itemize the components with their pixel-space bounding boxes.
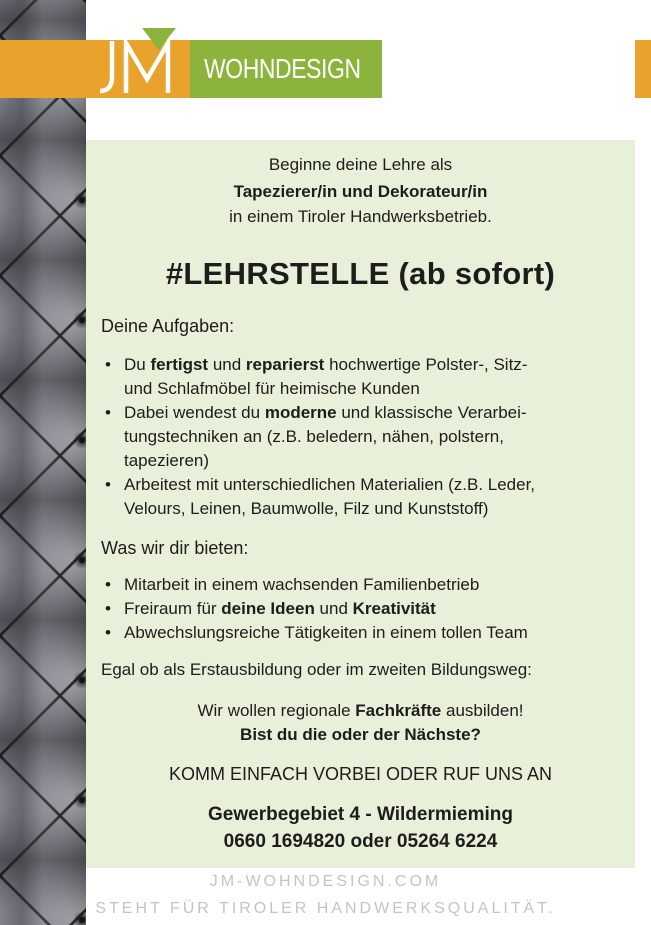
call-to-action: KOMM EINFACH VORBEI ODER RUF UNS AN: [168, 764, 553, 784]
offer-heading: Was wir dir bieten:: [101, 538, 249, 558]
closing-bold: Fachkräfte: [355, 701, 442, 720]
list-item: [103, 573, 623, 597]
emphasis-text: reparierst: [245, 355, 325, 374]
list-text: und klassische Verarbei-: [336, 403, 527, 422]
offer-list: [103, 573, 623, 645]
footer-website: JM-WOHNDESIGN.COM: [209, 873, 442, 890]
list-item: [103, 353, 623, 401]
logo-jm-monogram: [92, 33, 182, 97]
list-text: und Schlafmöbel für heimische Kunden: [124, 379, 420, 398]
list-text: Arbeitest mit unterschiedlichen Materialien (z.B. Leder,: [124, 475, 536, 494]
closing-question: Bist du die oder der Nächste?: [240, 725, 481, 744]
page-title: #LEHRSTELLE (ab sofort): [165, 256, 556, 291]
contact-phones: 0660 1694820 oder 05264 6224: [223, 831, 498, 852]
list-item: [103, 401, 623, 473]
list-item-line: [124, 621, 623, 645]
list-text: tapezieren): [124, 451, 210, 470]
list-item-line: [124, 377, 623, 401]
list-text: Abwechslungsreiche Tätigkeiten in einem tollen Team: [124, 623, 528, 642]
education-line: Egal ob als Erstausbildung oder im zweiten Bildungsweg:: [101, 660, 532, 679]
closing-post: ausbilden!: [441, 701, 524, 720]
list-item-line: [124, 449, 623, 473]
list-text: und: [208, 355, 246, 374]
list-item: [103, 473, 623, 521]
list-text: und: [314, 599, 353, 618]
intro-line-2: Tapezierer/in und Dekorateur/in: [233, 182, 488, 201]
logo-wordmark: WOHNDESIGN: [204, 53, 361, 84]
orange-accent-bar: [635, 40, 651, 98]
emphasis-text: Kreativität: [352, 599, 436, 618]
list-text: Dabei wendest du: [124, 403, 265, 422]
emphasis-text: fertigst: [150, 355, 209, 374]
list-item-line: [124, 597, 623, 621]
tasks-heading: Deine Aufgaben:: [101, 316, 235, 336]
list-item: [103, 597, 623, 621]
tasks-list: [103, 353, 623, 521]
list-text: Freiraum für: [124, 599, 222, 618]
intro-line-1: Beginne deine Lehre als: [268, 155, 453, 174]
list-text: Mitarbeit in einem wachsenden Familienbetrieb: [124, 575, 480, 594]
tufted-upholstery-image: [0, 0, 86, 925]
closing-line: [86, 700, 635, 721]
list-item-line: [124, 473, 623, 497]
list-text: Du: [124, 355, 151, 374]
list-item-line: [124, 573, 623, 597]
list-text: hochwertige Polster-, Sitz-: [324, 355, 528, 374]
list-item-line: [124, 497, 623, 521]
emphasis-text: moderne: [264, 403, 337, 422]
list-item-line: [124, 401, 623, 425]
contact-address: Gewerbegebiet 4 - Wildermieming: [208, 804, 513, 825]
closing-pre: Wir wollen regionale: [197, 701, 356, 720]
list-item-line: [124, 425, 623, 449]
intro-line-3: in einem Tiroler Handwerksbetrieb.: [229, 207, 492, 226]
footer-tagline: STEHT FÜR TIROLER HANDWERKSQUALITÄT.: [95, 900, 556, 917]
list-item-line: [124, 353, 623, 377]
list-item: [103, 621, 623, 645]
emphasis-text: deine Ideen: [221, 599, 315, 618]
list-text: tungstechniken an (z.B. beledern, nähen, polstern,: [124, 427, 504, 446]
list-text: Velours, Leinen, Baumwolle, Filz und Kunststoff): [124, 499, 489, 518]
